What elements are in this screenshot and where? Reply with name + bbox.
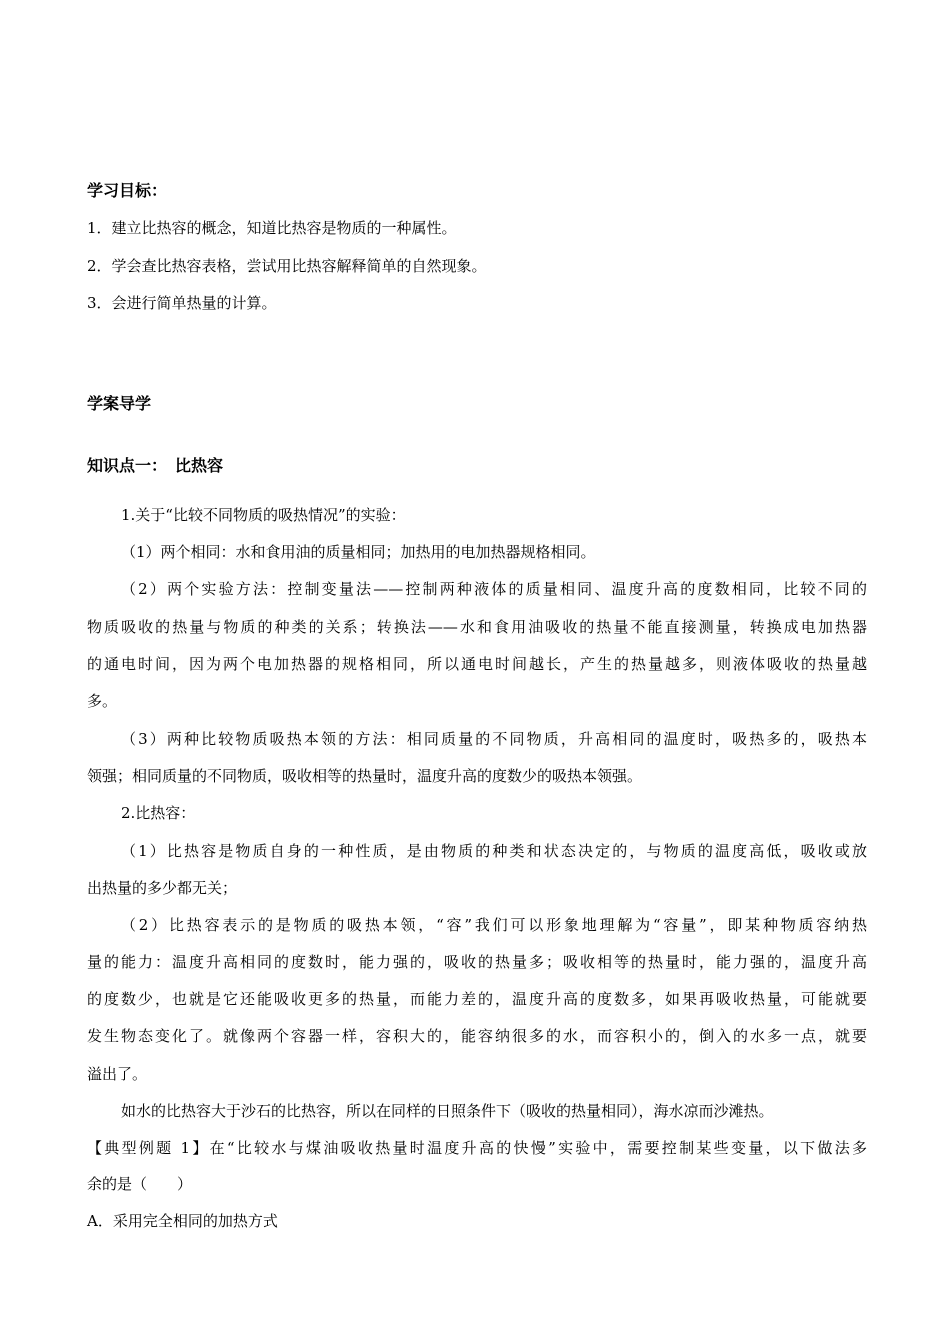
paragraph-line: 量的能力：温度升高相同的度数时，能力强的，吸收的热量多；吸收相等的热量时，能力强的，温度升高 <box>87 953 867 971</box>
paragraph-line: （1）比热容是物质自身的一种性质，是由物质的种类和状态决定的，与物质的温度高低，吸收或放 <box>121 842 867 860</box>
paragraph-line: 发生物态变化了。就像两个容器一样，容积大的，能容纳很多的水，而容积小的，倒入的水多一点，就要 <box>87 1027 867 1045</box>
paragraph-line: 出热量的多少都无关； <box>87 879 238 897</box>
example-question-cont: 余的是（ ） <box>87 1175 193 1193</box>
answer-option-a: A．采用完全相同的加热方式 <box>87 1212 278 1230</box>
objective-item-2: 2．学会查比热容表格，尝试用比热容解释简单的自然现象。 <box>87 257 487 275</box>
paragraph-line: 物质吸收的热量与物质的种类的关系；转换法——水和食用油吸收的热量不能直接测量，转换成电加热器 <box>87 618 867 636</box>
objectives-heading: 学习目标： <box>87 181 168 200</box>
paragraph-line: （2）比热容表示的是物质的吸热本领，“容”我们可以形象地理解为“容量”，即某种物质容纳热 <box>121 916 867 934</box>
paragraph-line: 2.比热容： <box>121 804 196 822</box>
objective-item-3: 3．会进行简单热量的计算。 <box>87 294 277 312</box>
example-question: 【典型例题 1】在“比较水与煤油吸收热量时温度升高的快慢”实验中，需要控制某些变量，以下做法多 <box>87 1139 867 1157</box>
paragraph-line: 的通电时间，因为两个电加热器的规格相同，所以通电时间越长，产生的热量越多，则液体吸收的热量越 <box>87 655 867 673</box>
paragraph-line: （3）两种比较物质吸热本领的方法：相同质量的不同物质，升高相同的温度时，吸热多的，吸热本 <box>121 730 867 748</box>
paragraph-line: （2）两个实验方法：控制变量法——控制两种液体的质量相同、温度升高的度数相同，比较不同的 <box>121 580 867 598</box>
paragraph-line: 如水的比热容大于沙石的比热容，所以在同样的日照条件下（吸收的热量相同），海水凉而沙滩热。 <box>121 1102 774 1120</box>
paragraph-line: （1）两个相同：水和食用油的质量相同；加热用的电加热器规格相同。 <box>121 543 596 561</box>
paragraph-line: 1.关于“比较不同物质的吸热情况”的实验： <box>121 506 406 524</box>
guide-heading: 学案导学 <box>87 394 152 413</box>
objective-item-1: 1．建立比热容的概念，知道比热容是物质的一种属性。 <box>87 219 457 237</box>
paragraph-line: 多。 <box>87 692 118 710</box>
paragraph-line: 的度数少，也就是它还能吸收更多的热量，而能力差的，温度升高的度数多，如果再吸收热量，可能就要 <box>87 990 867 1008</box>
knowledge-point-heading: 知识点一： 比热容 <box>87 456 224 475</box>
paragraph-line: 领强；相同质量的不同物质，吸收相等的热量时，温度升高的度数少的吸热本领强。 <box>87 767 643 785</box>
paragraph-line: 溢出了。 <box>87 1065 148 1083</box>
